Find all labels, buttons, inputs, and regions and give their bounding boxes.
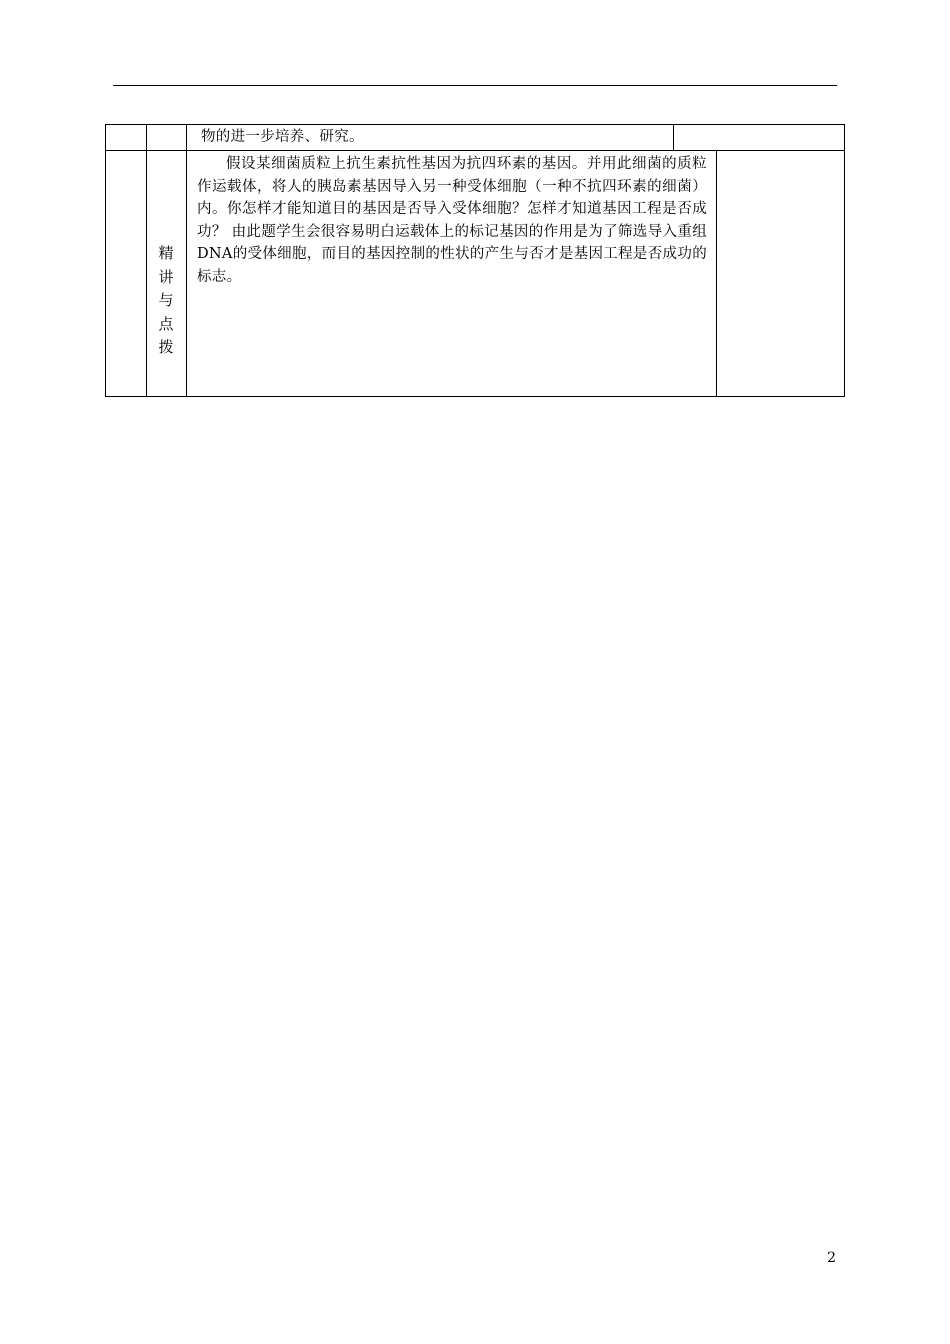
section-label-char: 精 [158, 244, 174, 262]
table-row-explanation [105, 150, 845, 397]
section-label-char: 讲 [158, 267, 174, 286]
table-row-continuation [105, 124, 845, 150]
table-cell-col1 [105, 150, 146, 397]
section-label-char: 拨 [158, 338, 174, 356]
continuation-text: 物的进一步培养、研究。 [201, 129, 364, 145]
section-label-vertical [146, 242, 186, 360]
table-cell-notes [716, 150, 845, 397]
page-number: 2 [827, 1250, 836, 1266]
header-rule [113, 85, 837, 86]
explanation-paragraph: 假设某细菌质粒上抗生素抗性基因为抗四环素的基因。并用此细菌的质粒作运载体，将人的胰岛素基因导入另一种受体细胞（一种不抗四环素的细菌）内。你怎样才能知道目的基因是否导入受体细胞？怎样才知道基因工程是否成功？ 由此题学生会很容易明白运载体上的标记基因的作用是为了筛选导入重组DNA的受体细胞，而目的基因控制的性状的产生与否才是基因工程是否成功的标志。 [197, 156, 707, 285]
table-cell-col2 [146, 124, 186, 150]
section-label-char: 与 [158, 291, 174, 309]
table-cell-col1 [105, 124, 146, 150]
section-label-char: 点 [158, 314, 174, 333]
table-cell-notes [673, 124, 845, 150]
